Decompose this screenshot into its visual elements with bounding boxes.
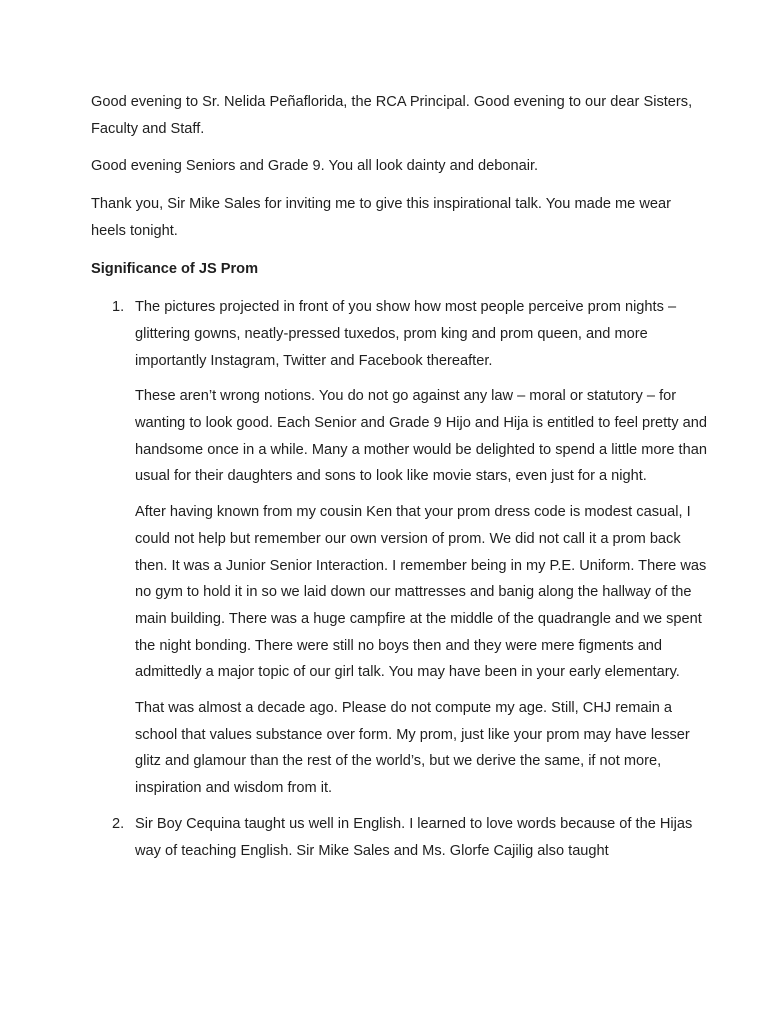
list-item-number: 1. [112, 299, 125, 316]
greeting-paragraph-seniors: Good evening Seniors and Grade 9. You all look dainty and debonair. [91, 158, 539, 175]
list-item [91, 294, 708, 802]
section-heading: Significance of JS Prom [91, 260, 259, 277]
list-item-paragraph: After having known from my cousin Ken that your prom dress code is modest casual, I could not help but remember our own version of prom. We did not call it a prom back then. It was a Junior Senior Interaction. I remember being in my P.E. Uniform. There was no gym to hold it in so we laid down our mattresses and banig along the hallway of the main building. There was a huge campfire at the middle of the quadrangle and we spent the night bonding. There were still no boys then and they were mere figments and admittedly a major topic of our girl talk. You may have been in your early elementary. [135, 504, 707, 681]
list-item-paragraph: That was almost a decade ago. Please do not compute my age. Still, CHJ remain a school that values substance over form. My prom, just like your prom may have lesser glitz and glamour than the rest of the world’s, but we derive the same, if not more, inspiration and wisdom from it. [135, 700, 690, 797]
list-item-paragraph: The pictures projected in front of you show how most people perceive prom nights – glittering gowns, neatly-pressed tuxedos, prom king and prom queen, and more importantly Instagram, Twitter and Facebook thereafter. [135, 299, 677, 369]
thanks-paragraph: Thank you, Sir Mike Sales for inviting me to give this inspirational talk. You made me wear heels tonight. [91, 196, 671, 239]
list-item-number: 2. [112, 815, 125, 832]
list-item-paragraph: Sir Boy Cequina taught us well in English. I learned to love words because of the Hijas way of teaching English. Sir Mike Sales and Ms. Glorfe Cajilig also taught [135, 815, 693, 859]
list-item-paragraph: These aren’t wrong notions. You do not go against any law – moral or statutory – for wanting to look good. Each Senior and Grade 9 Hijo and Hija is entitled to feel pretty and handsome once in a while. Many a mother would be delighted to spend a little more than usual for their daughters and sons to look like movie stars, even just for a night. [135, 388, 707, 485]
greeting-paragraph-principal: Good evening to Sr. Nelida Peñaflorida, the RCA Principal. Good evening to our dear Sisters, Faculty and Staff. [91, 94, 693, 137]
list-item [91, 811, 708, 864]
